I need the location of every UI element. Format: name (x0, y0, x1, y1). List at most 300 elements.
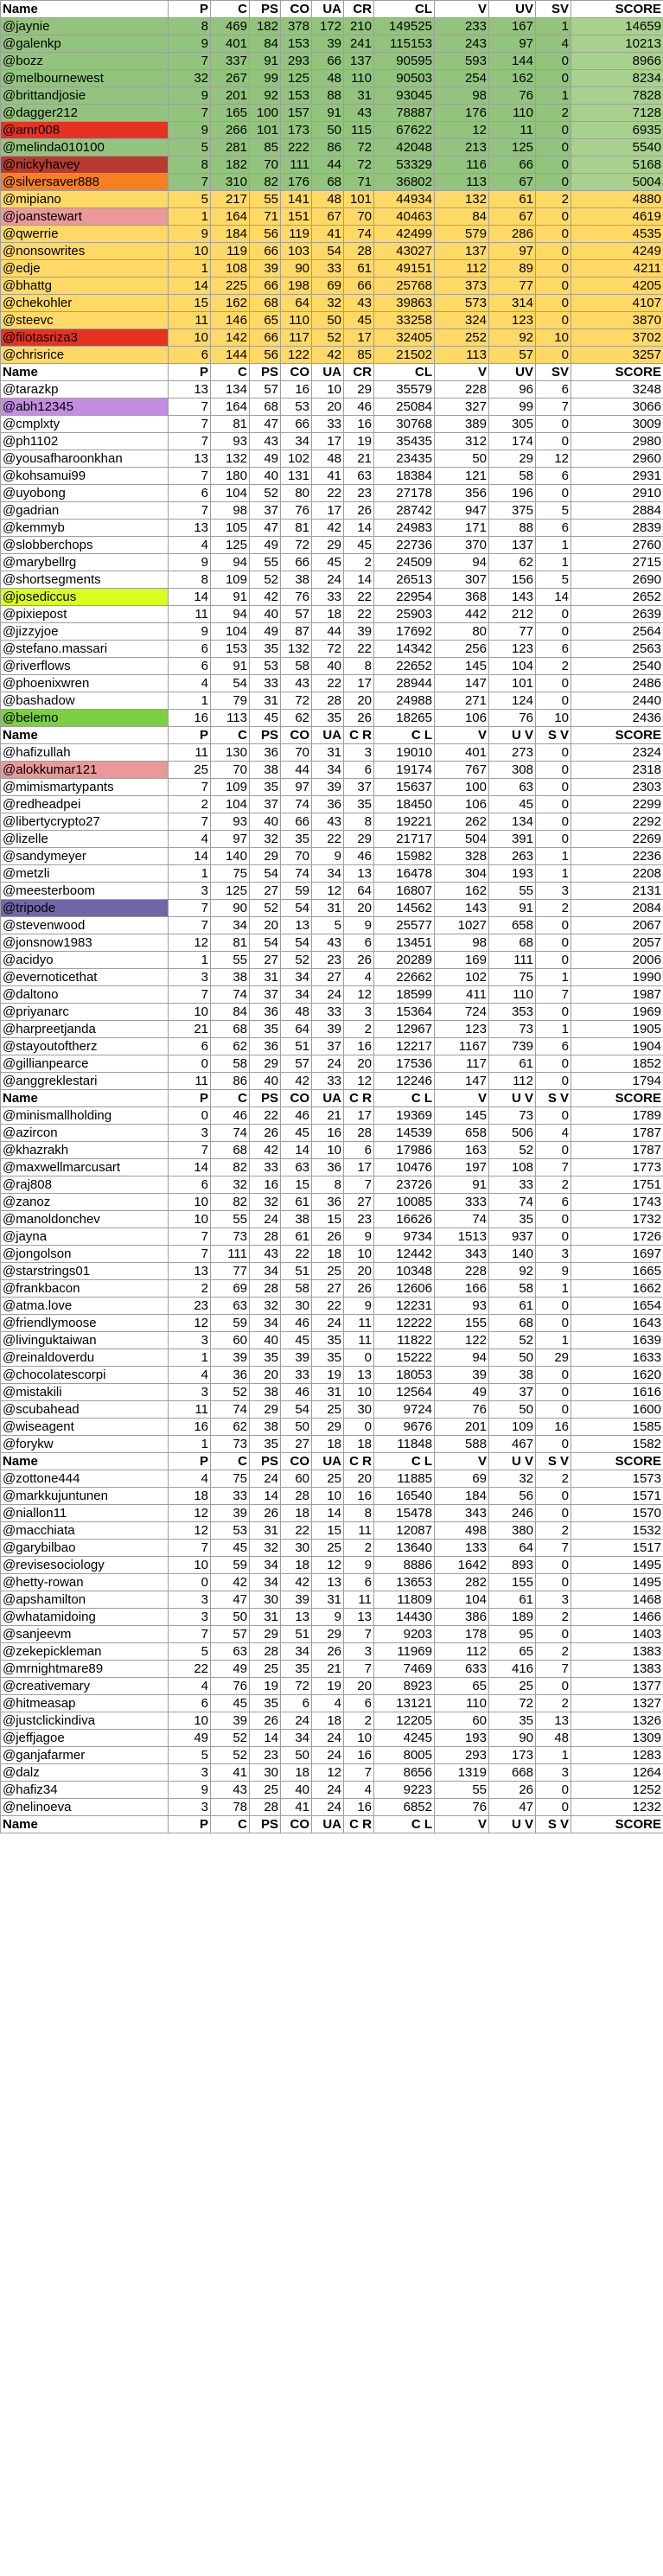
cr-cell: 23 (344, 485, 374, 502)
v-cell: 243 (435, 35, 489, 53)
cl-cell: 22736 (374, 537, 435, 554)
uv-cell: 658 (489, 917, 536, 934)
co-cell: 38 (281, 1211, 312, 1228)
v-cell: 50 (435, 450, 489, 468)
v-cell: 282 (435, 1574, 489, 1591)
sv-cell: 0 (536, 139, 571, 156)
score-cell: 4205 (571, 277, 663, 295)
v-cell: 106 (435, 796, 489, 813)
ps-cell: 66 (250, 243, 281, 260)
uv-cell: 273 (489, 744, 536, 762)
cl-cell: 19369 (374, 1107, 435, 1125)
c-cell: 78 (211, 1799, 250, 1816)
cl-cell: 30768 (374, 416, 435, 433)
cl-cell: 19221 (374, 813, 435, 831)
co-cell: 63 (281, 1159, 312, 1176)
score-cell: 1232 (571, 1799, 663, 1816)
score-cell: 2564 (571, 623, 663, 641)
p-cell: 5 (169, 191, 211, 208)
co-cell: 72 (281, 537, 312, 554)
ps-cell: 27 (250, 952, 281, 969)
co-cell: 132 (281, 641, 312, 658)
table-row (1, 1246, 663, 1263)
c-cell: 41 (211, 1764, 250, 1782)
uv-cell: 66 (489, 156, 536, 174)
cl-cell: 12217 (374, 1038, 435, 1055)
header-name: Name (1, 1, 169, 18)
ua-cell: 17 (312, 502, 344, 520)
sv-cell: 0 (536, 779, 571, 796)
sv-cell: 1 (536, 554, 571, 571)
ps-cell: 182 (250, 18, 281, 35)
p-cell: 1 (169, 260, 211, 277)
co-cell: 97 (281, 779, 312, 796)
uv-cell: 62 (489, 554, 536, 571)
score-cell: 2303 (571, 779, 663, 796)
ps-cell: 20 (250, 917, 281, 934)
score-cell: 1495 (571, 1574, 663, 1591)
header-sv: S V (536, 1816, 571, 1833)
score-cell: 1787 (571, 1142, 663, 1159)
sv-cell: 0 (536, 312, 571, 329)
cl-cell: 9203 (374, 1626, 435, 1643)
table-row (1, 1159, 663, 1176)
cr-cell: 66 (344, 277, 374, 295)
score-cell: 1662 (571, 1280, 663, 1298)
sv-cell: 6 (536, 641, 571, 658)
cl-cell: 18384 (374, 468, 435, 485)
score-cell: 10213 (571, 35, 663, 53)
ua-cell: 24 (312, 1747, 344, 1764)
cl-cell: 93045 (374, 87, 435, 105)
cl-cell: 35435 (374, 433, 435, 450)
ua-cell: 22 (312, 831, 344, 848)
c-cell: 45 (211, 1540, 250, 1557)
table-row (1, 1678, 663, 1695)
username-cell: @jongolson (1, 1246, 169, 1263)
sv-cell: 0 (536, 606, 571, 623)
ua-cell: 18 (312, 1712, 344, 1730)
score-cell: 1904 (571, 1038, 663, 1055)
p-cell: 0 (169, 1055, 211, 1073)
cl-cell: 24988 (374, 692, 435, 710)
ua-cell: 5 (312, 917, 344, 934)
score-cell: 2208 (571, 865, 663, 883)
uv-cell: 155 (489, 1574, 536, 1591)
sv-cell: 0 (536, 1678, 571, 1695)
table-row (1, 1176, 663, 1194)
c-cell: 105 (211, 520, 250, 537)
c-cell: 55 (211, 952, 250, 969)
v-cell: 633 (435, 1661, 489, 1678)
username-cell: @raj808 (1, 1176, 169, 1194)
cl-cell: 14430 (374, 1609, 435, 1626)
cr-cell: 29 (344, 831, 374, 848)
cl-cell: 25084 (374, 399, 435, 416)
username-cell: @garybilbao (1, 1540, 169, 1557)
username-cell: @steevc (1, 312, 169, 329)
co-cell: 35 (281, 1661, 312, 1678)
uv-cell: 64 (489, 1540, 536, 1557)
cr-cell: 27 (344, 1194, 374, 1211)
cl-cell: 13451 (374, 934, 435, 952)
c-cell: 74 (211, 1125, 250, 1142)
p-cell: 9 (169, 35, 211, 53)
score-cell: 1616 (571, 1384, 663, 1401)
v-cell: 373 (435, 277, 489, 295)
uv-cell: 74 (489, 1194, 536, 1211)
username-cell: @shortsegments (1, 571, 169, 589)
v-cell: 228 (435, 1263, 489, 1280)
score-cell: 2006 (571, 952, 663, 969)
score-cell: 6935 (571, 122, 663, 139)
table-row (1, 796, 663, 813)
cl-cell: 12205 (374, 1712, 435, 1730)
ps-cell: 70 (250, 156, 281, 174)
v-cell: 117 (435, 1055, 489, 1073)
username-cell: @harpreetjanda (1, 1021, 169, 1038)
cl-cell: 22954 (374, 589, 435, 606)
header-p: P (169, 1090, 211, 1107)
v-cell: 84 (435, 208, 489, 226)
score-cell: 2486 (571, 675, 663, 692)
ps-cell: 27 (250, 883, 281, 900)
cl-cell: 21502 (374, 347, 435, 364)
c-cell: 52 (211, 1384, 250, 1401)
c-cell: 47 (211, 1591, 250, 1609)
ua-cell: 24 (312, 1799, 344, 1816)
ua-cell: 21 (312, 1661, 344, 1678)
sv-cell: 2 (536, 658, 571, 675)
p-cell: 7 (169, 468, 211, 485)
cr-cell: 13 (344, 1609, 374, 1626)
uv-cell: 196 (489, 485, 536, 502)
score-cell: 2639 (571, 606, 663, 623)
ua-cell: 23 (312, 952, 344, 969)
v-cell: 178 (435, 1626, 489, 1643)
c-cell: 180 (211, 468, 250, 485)
sv-cell: 7 (536, 399, 571, 416)
sv-cell: 14 (536, 589, 571, 606)
table-row (1, 295, 663, 312)
table-row (1, 1799, 663, 1816)
username-cell: @acidyo (1, 952, 169, 969)
c-cell: 34 (211, 917, 250, 934)
cl-cell: 149525 (374, 18, 435, 35)
cr-cell: 16 (344, 1488, 374, 1505)
uv-cell: 65 (489, 1643, 536, 1661)
username-cell: @daltono (1, 986, 169, 1004)
p-cell: 11 (169, 312, 211, 329)
ua-cell: 68 (312, 174, 344, 191)
ps-cell: 24 (250, 1470, 281, 1488)
uv-cell: 63 (489, 779, 536, 796)
co-cell: 18 (281, 1764, 312, 1782)
uv-cell: 893 (489, 1557, 536, 1574)
username-cell: @stayoutoftherz (1, 1038, 169, 1055)
table-row (1, 416, 663, 433)
ps-cell: 54 (250, 865, 281, 883)
uv-cell: 58 (489, 1280, 536, 1298)
ps-cell: 36 (250, 744, 281, 762)
sv-cell: 7 (536, 1540, 571, 1557)
co-cell: 44 (281, 762, 312, 779)
c-cell: 119 (211, 243, 250, 260)
username-cell: @gadrian (1, 502, 169, 520)
username-cell: @kohsamui99 (1, 468, 169, 485)
ps-cell: 14 (250, 1730, 281, 1747)
ps-cell: 55 (250, 191, 281, 208)
username-cell: @bhattg (1, 277, 169, 295)
cr-cell: 72 (344, 139, 374, 156)
header-v: V (435, 1453, 489, 1470)
cr-cell: 61 (344, 260, 374, 277)
sv-cell: 0 (536, 1782, 571, 1799)
cr-cell: 35 (344, 796, 374, 813)
sv-cell: 16 (536, 1419, 571, 1436)
c-cell: 93 (211, 813, 250, 831)
p-cell: 7 (169, 1246, 211, 1263)
cr-cell: 0 (344, 1419, 374, 1436)
cr-cell: 22 (344, 589, 374, 606)
co-cell: 81 (281, 520, 312, 537)
username-cell: @sandymeyer (1, 848, 169, 865)
username-cell: @uyobong (1, 485, 169, 502)
header-p: P (169, 364, 211, 381)
score-cell: 8234 (571, 70, 663, 87)
score-cell: 2884 (571, 502, 663, 520)
c-cell: 74 (211, 986, 250, 1004)
v-cell: 123 (435, 1021, 489, 1038)
ps-cell: 52 (250, 571, 281, 589)
cr-cell: 9 (344, 1557, 374, 1574)
username-cell: @revisesociology (1, 1557, 169, 1574)
score-cell: 1751 (571, 1176, 663, 1194)
uv-cell: 109 (489, 1419, 536, 1436)
table-row (1, 623, 663, 641)
co-cell: 117 (281, 329, 312, 347)
username-cell: @brittandjosie (1, 87, 169, 105)
cl-cell: 43027 (374, 243, 435, 260)
ua-cell: 22 (312, 485, 344, 502)
sv-cell: 0 (536, 1211, 571, 1228)
c-cell: 94 (211, 606, 250, 623)
score-cell: 2839 (571, 520, 663, 537)
table-row (1, 87, 663, 105)
header-ua: UA (312, 364, 344, 381)
ps-cell: 55 (250, 554, 281, 571)
p-cell: 7 (169, 399, 211, 416)
sv-cell: 29 (536, 1349, 571, 1367)
cr-cell: 11 (344, 1591, 374, 1609)
ua-cell: 69 (312, 277, 344, 295)
v-cell: 112 (435, 260, 489, 277)
co-cell: 34 (281, 1643, 312, 1661)
c-cell: 81 (211, 416, 250, 433)
username-cell: @libertycrypto27 (1, 813, 169, 831)
cr-cell: 20 (344, 900, 374, 917)
cr-cell: 7 (344, 1176, 374, 1194)
p-cell: 10 (169, 329, 211, 347)
c-cell: 60 (211, 1332, 250, 1349)
ps-cell: 40 (250, 606, 281, 623)
uv-cell: 95 (489, 1626, 536, 1643)
cr-cell: 115 (344, 122, 374, 139)
score-cell: 2910 (571, 485, 663, 502)
cr-cell: 46 (344, 848, 374, 865)
score-cell: 2131 (571, 883, 663, 900)
cr-cell: 4 (344, 969, 374, 986)
header-sv: S V (536, 1453, 571, 1470)
table-row (1, 156, 663, 174)
table-row (1, 606, 663, 623)
co-cell: 45 (281, 1125, 312, 1142)
cl-cell: 13653 (374, 1574, 435, 1591)
cl-cell: 8886 (374, 1557, 435, 1574)
v-cell: 147 (435, 1073, 489, 1090)
username-cell: @niallon11 (1, 1505, 169, 1522)
score-cell: 2299 (571, 796, 663, 813)
username-cell: @nickyhavey (1, 156, 169, 174)
score-cell: 1639 (571, 1332, 663, 1349)
co-cell: 58 (281, 658, 312, 675)
ua-cell: 12 (312, 1764, 344, 1782)
cr-cell: 28 (344, 243, 374, 260)
p-cell: 23 (169, 1298, 211, 1315)
ua-cell: 15 (312, 1522, 344, 1540)
username-cell: @jizzyjoe (1, 623, 169, 641)
c-cell: 184 (211, 226, 250, 243)
cr-cell: 9 (344, 1298, 374, 1315)
sv-cell: 10 (536, 710, 571, 727)
p-cell: 1 (169, 208, 211, 226)
sv-cell: 0 (536, 1488, 571, 1505)
ua-cell: 13 (312, 1574, 344, 1591)
username-cell: @sanjeevm (1, 1626, 169, 1643)
table-row (1, 1349, 663, 1367)
ps-cell: 42 (250, 589, 281, 606)
table-row (1, 53, 663, 70)
ps-cell: 28 (250, 1228, 281, 1246)
username-cell: @reinaldoverdu (1, 1349, 169, 1367)
header-ps: PS (250, 1090, 281, 1107)
co-cell: 53 (281, 399, 312, 416)
username-cell: @mistakili (1, 1384, 169, 1401)
p-cell: 16 (169, 710, 211, 727)
p-cell: 10 (169, 1557, 211, 1574)
ps-cell: 39 (250, 260, 281, 277)
header-c: C (211, 727, 250, 744)
uv-cell: 76 (489, 87, 536, 105)
cl-cell: 12606 (374, 1280, 435, 1298)
ua-cell: 25 (312, 1470, 344, 1488)
c-cell: 75 (211, 1470, 250, 1488)
username-cell: @chekohler (1, 295, 169, 312)
header-ua: UA (312, 1453, 344, 1470)
uv-cell: 35 (489, 1712, 536, 1730)
cl-cell: 42499 (374, 226, 435, 243)
p-cell: 9 (169, 554, 211, 571)
header-v: V (435, 1816, 489, 1833)
v-cell: 333 (435, 1194, 489, 1211)
score-cell: 1697 (571, 1246, 663, 1263)
ps-cell: 37 (250, 986, 281, 1004)
cr-cell: 2 (344, 554, 374, 571)
ua-cell: 34 (312, 865, 344, 883)
username-cell: @metzli (1, 865, 169, 883)
uv-cell: 193 (489, 865, 536, 883)
username-cell: @jaynie (1, 18, 169, 35)
table-row (1, 329, 663, 347)
uv-cell: 467 (489, 1436, 536, 1453)
uv-cell: 123 (489, 312, 536, 329)
c-cell: 93 (211, 433, 250, 450)
p-cell: 1 (169, 865, 211, 883)
ps-cell: 66 (250, 329, 281, 347)
c-cell: 217 (211, 191, 250, 208)
ua-cell: 25 (312, 1263, 344, 1280)
uv-cell: 37 (489, 1384, 536, 1401)
ps-cell: 40 (250, 1332, 281, 1349)
ua-cell: 31 (312, 1384, 344, 1401)
ua-cell: 39 (312, 1021, 344, 1038)
header-cl: C L (374, 1453, 435, 1470)
ps-cell: 25 (250, 1782, 281, 1799)
table-row (1, 35, 663, 53)
co-cell: 57 (281, 606, 312, 623)
p-cell: 4 (169, 1678, 211, 1695)
co-cell: 34 (281, 969, 312, 986)
username-cell: @joanstewart (1, 208, 169, 226)
c-cell: 164 (211, 399, 250, 416)
uv-cell: 26 (489, 1782, 536, 1799)
co-cell: 66 (281, 416, 312, 433)
ps-cell: 40 (250, 813, 281, 831)
ua-cell: 35 (312, 710, 344, 727)
p-cell: 8 (169, 156, 211, 174)
sv-cell: 0 (536, 260, 571, 277)
ps-cell: 28 (250, 1280, 281, 1298)
co-cell: 153 (281, 35, 312, 53)
co-cell: 22 (281, 1522, 312, 1540)
co-cell: 119 (281, 226, 312, 243)
table-row (1, 1073, 663, 1090)
cr-cell: 12 (344, 986, 374, 1004)
cl-cell: 16807 (374, 883, 435, 900)
table-row (1, 243, 663, 260)
username-cell: @riverflows (1, 658, 169, 675)
ua-cell: 41 (312, 468, 344, 485)
table-row (1, 865, 663, 883)
ps-cell: 91 (250, 53, 281, 70)
header-score: SCORE (571, 1, 663, 18)
p-cell: 7 (169, 917, 211, 934)
v-cell: 184 (435, 1488, 489, 1505)
uv-cell: 380 (489, 1522, 536, 1540)
sv-cell: 0 (536, 1367, 571, 1384)
cr-cell: 8 (344, 813, 374, 831)
ps-cell: 28 (250, 1799, 281, 1816)
cl-cell: 24509 (374, 554, 435, 571)
header-c: C (211, 1, 250, 18)
cr-cell: 31 (344, 87, 374, 105)
score-cell: 1633 (571, 1349, 663, 1367)
ps-cell: 30 (250, 1764, 281, 1782)
co-cell: 131 (281, 468, 312, 485)
cl-cell: 22652 (374, 658, 435, 675)
table-row (1, 986, 663, 1004)
v-cell: 80 (435, 623, 489, 641)
